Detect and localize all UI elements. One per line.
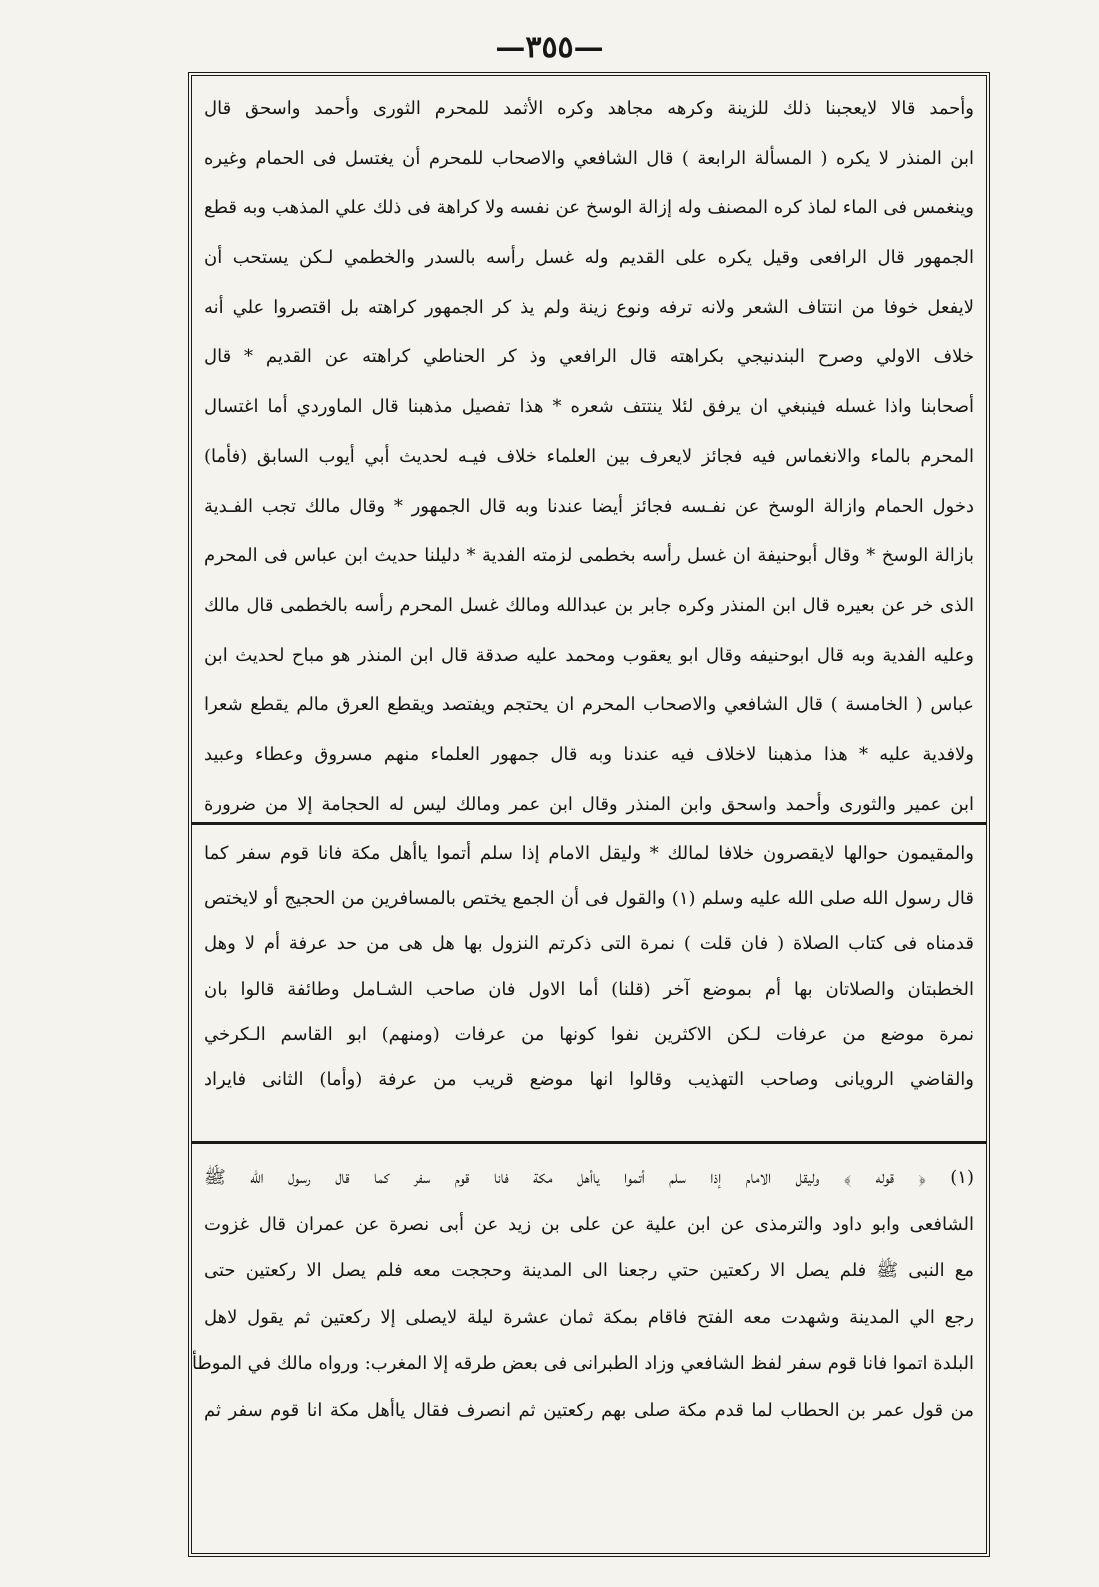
main-text-line: دخول الحمام وازالة الوسخ عن نفـسه فجائز أيضا عندنا وبه قال الجمهور * وقال مالك تجب الفـدية bbox=[204, 495, 974, 517]
footnote-text-line: مع النبى ﷺ فلم يصل الا ركعتين حتي رجعنا الى المدينة وحججت معه فلم يصل الا ركعتين حتى bbox=[204, 1260, 974, 1281]
footnote-text-line: الشافعى وابو داود والترمذى عن ابن علية عن على بن زيد عن أبى نصرة عن عمران قال غزوت bbox=[204, 1213, 974, 1235]
main-text-line: ابن عمير والثورى وأحمد واسحق وابن المنذر وقال ابن عمر ومالك ليس له الحجامة إلا من ضرورة bbox=[204, 793, 974, 815]
commentary-text-lines bbox=[192, 825, 986, 1102]
commentary-text-line: نمرة موضع من عرفات لـكن الاكثرين نفوا كونها من عرفات (ومنهم) ابو القاسم الـكرخي bbox=[204, 1023, 974, 1045]
commentary-text-block bbox=[192, 825, 986, 1141]
main-text-line: بازالة الوسخ * وقال أبوحنيفة ان غسل رأسه بخطمى لزمته الفدية * دليلنا حديث ابن عباس فى المحرم bbox=[204, 545, 974, 567]
main-text-line: الذى خر عن بعيره قال ابن المنذر وكره جابر بن عبدالله ومالك غسل المحرم رأسه بالخطمى قال مالك bbox=[204, 594, 974, 616]
commentary-text-line: قال رسول الله صلى الله عليه وسلم (١) والقول فى أن الجمع يختص بالمسافرين من الحجيج أو لايختص bbox=[204, 888, 974, 910]
main-text-line: وينغمس فى الماء لماذ كره المصنف وله إزالة الوسخ عن نفسه ولا كراهة فى ذلك علي المذهب وبه قطع bbox=[204, 197, 974, 219]
main-text-block bbox=[192, 76, 986, 822]
footnote-text-block bbox=[192, 1145, 986, 1557]
footnote-text-line: رجع الي المدينة وشهدت معه الفتح فاقام بمكة ثمان عشرة ليلة لايصلى إلا ركعتين ثم يقول لاهل bbox=[204, 1306, 974, 1328]
main-text-line: المحرم بالماء والانغماس فيه فجائز لايعرف بين العلماء خلاف فيـه لحديث أبي أيوب السابق (فأما) bbox=[204, 445, 974, 467]
main-text-line: خلاف الاولي وصرح البندنيجي بكراهته قال الرافعي وذ كر الحناطي كراهته عن القديم * قال bbox=[204, 346, 974, 368]
commentary-text-line: والقاضي الرويانى وصاحب التهذيب وقالوا انها موضع قريب من عرفة (وأما) الثانى فايراد bbox=[204, 1068, 974, 1090]
commentary-text-line: قدمناه فى كتاب الصلاة ( فان قلت ) نمرة التى ذكرتم النزول بها هل هى من حد عرفة أم لا وهل bbox=[204, 933, 974, 955]
main-text-line: لايفعل خوفا من انتتاف الشعر ولانه ترفه ونوع زينة ولم يذ كر الجمهور كراهته بل اقتصروا علي أنه bbox=[204, 296, 974, 318]
main-text-line: وأحمد قالا لايعجبنا ذلك للزينة وكرهه مجاهد وكره الأثمد للمحرم الثورى وأحمد واسحق قال bbox=[204, 98, 974, 119]
main-text-line: الجمهور قال الرافعى وقيل يكره على القديم وله غسل رأسه بالسدر والخطمي لـكن يستحب أن bbox=[204, 247, 974, 269]
footnote-text-line: من قول عمر بن الحطاب لما قدم مكة صلى بهم ركعتين ثم انصرف فقال ياأهل مكة انا قوم سفر ثم bbox=[204, 1399, 974, 1421]
main-text-line: ولافدية عليه * هذا مذهبنا لاخلاف فيه عندنا وبه قال جمهور العلماء منهم مسروق وعطاء وعبيد bbox=[204, 743, 974, 765]
commentary-text-line: الخطبتان والصلاتان بها أم بموضع آخر (قلنا) أما الاول فان صاحب الشـامل وطائفة قالوا بان bbox=[204, 978, 974, 1000]
main-text-line: وعليه الفدية وبه قال ابوحنيفه وقال ابو يعقوب ومحمد عليه صدقة قال ابن المنذر هو مباح لحديث ابن bbox=[204, 644, 974, 666]
footnote-text-line: (١) ﴿ قوله ﴾ وليقل الامام إذا سلم أتموا ياأهل مكة فانا قوم سفر كما قال رسول الله ﷺ bbox=[204, 1167, 974, 1188]
footnote-divider bbox=[192, 1141, 986, 1144]
main-text-lines bbox=[192, 76, 986, 829]
main-text-line: عباس ( الخامسة ) قال الشافعي والاصحاب المحرم ان يحتجم ويفتصد ويقطع العرق مالم يقطع شعرا bbox=[204, 694, 974, 716]
footnote-text-line: البلدة اتموا فانا قوم سفر لفظ الشافعي وزاد الطبرانى فى بعض طرقه إلا المغرب: ورواه مالك في الموطأ bbox=[192, 1353, 974, 1374]
page-number: —٣٥٥— bbox=[495, 30, 604, 65]
main-text-line: أصحابنا واذا غسله فينبغي ان يرفق لئلا ينتتف شعره * هذا تفصيل مذهبنا قال الماوردي أما اغتسال bbox=[204, 396, 974, 418]
commentary-text-line: والمقيمون حوالها لايقصرون خلافا لمالك * وليقل الامام إذا سلم أتموا ياأهل مكة فانا قوم سفر كما bbox=[204, 843, 974, 864]
footnote-text-lines bbox=[192, 1145, 986, 1434]
main-text-line: ابن المنذر لا يكره ( المسألة الرابعة ) قال الشافعي والاصحاب للمحرم أن يغتسل فى الحمام وغيره bbox=[204, 147, 974, 169]
page-frame bbox=[188, 72, 990, 1557]
